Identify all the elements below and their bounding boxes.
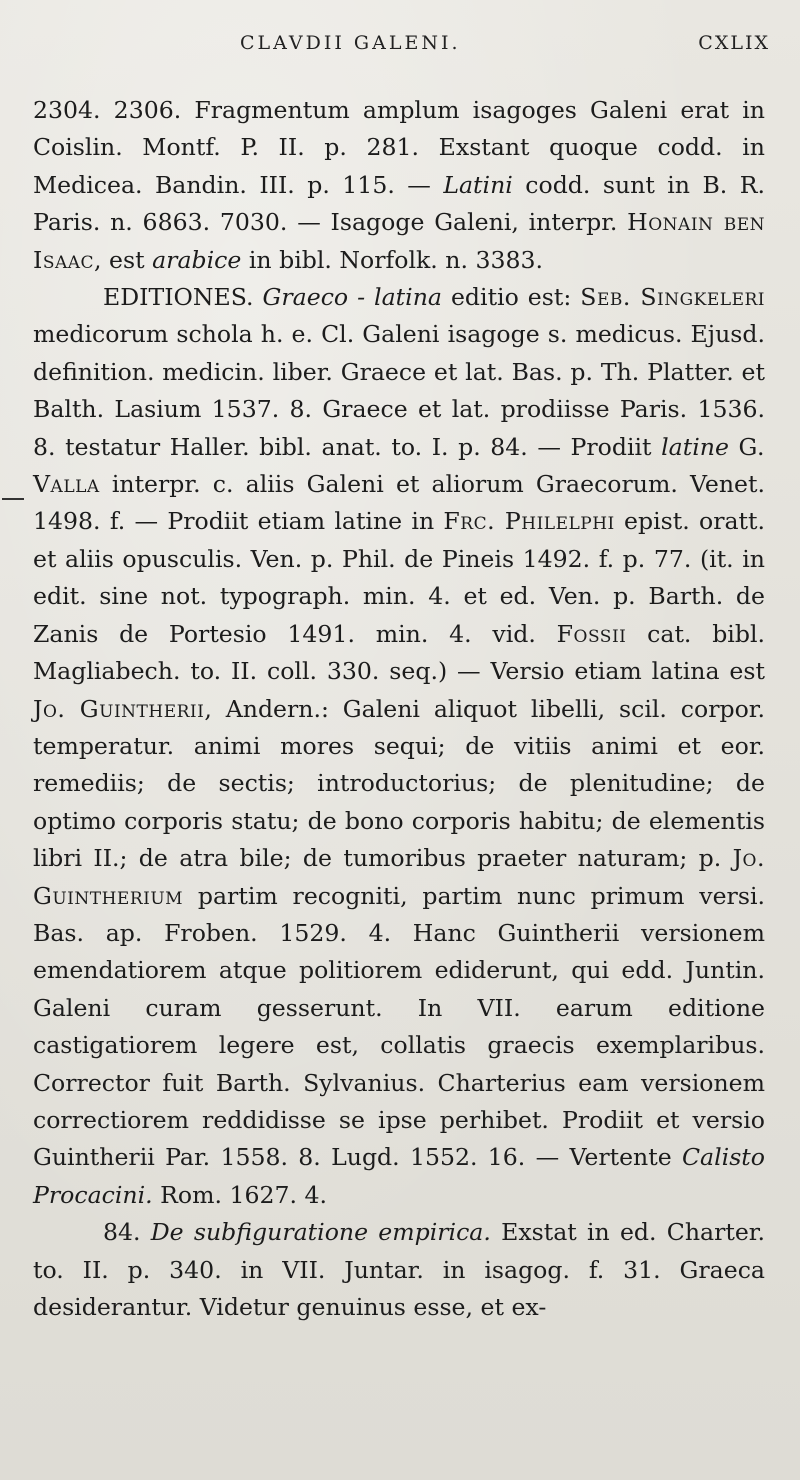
running-header xyxy=(0,32,800,58)
text-run: 2304. 2306. Fragmentum amplum isagoges Galeni erat in Coislin. Montf. P. II. p. 281. Exstant quoque codd. in Medicea. Bandin. III. p. 115. — xyxy=(33,96,765,199)
text-run: medicorum schola h. e. Cl. Galeni isagoge s. medicus. Ejusd. definition. medicin. liber. Graece et lat. Bas. p. Th. Platter. et Balth. Lasium 1537. 8. Graece et lat. prodiisse Paris. 1536. 8. testatur Haller. bibl. anat. to. I. p. 84. — Prodiit xyxy=(33,320,765,461)
margin-mark xyxy=(2,498,24,500)
paragraph-subfiguratione xyxy=(33,1214,765,1326)
italic-run: Graeco - latina xyxy=(262,283,442,312)
smallcaps-name: Fossii xyxy=(556,619,627,648)
text-run: codd. sunt in B. R. Paris. n. 6863. 7030. — Isagoge Galeni, interpr. xyxy=(33,170,765,237)
page-number: CXLIX xyxy=(698,32,770,54)
running-title: CLAVDII GALENI. xyxy=(240,32,461,54)
text-run: EDITIONES. xyxy=(103,283,263,312)
text-run: 84. xyxy=(103,1218,151,1247)
paragraph-codices xyxy=(33,92,765,279)
italic-run: Calisto Procacini. xyxy=(33,1143,765,1209)
text-run: editio est: xyxy=(441,283,581,312)
smallcaps-name: Honain ben Isaac xyxy=(33,208,765,274)
text-run: Rom. 1627. 4. xyxy=(152,1180,328,1209)
italic-run: De subfiguratione empirica. xyxy=(150,1218,491,1247)
italic-run: Latini xyxy=(443,170,513,199)
text-run xyxy=(729,433,739,461)
text-run: , est xyxy=(94,245,153,274)
text-run: partim recogniti, partim nunc primum versi. Bas. ap. Froben. 1529. 4. Hanc Guintherii versionem emendatiorem atque politiorem ediderunt, qui edd. Juntin. Galeni curam gesserunt. In VII. earum editione castigatiorem legere est, collatis graecis exemplaribus. Corrector fuit Barth. Sylvanius. Charterius eam versionem correctiorem reddidisse se ipse perhibet. Prodiit et versio Guintherii Par. 1558. 8. Lugd. 1552. 16. — Vertente xyxy=(33,881,765,1172)
smallcaps-name: Frc. Philelphi xyxy=(443,507,615,536)
page-body xyxy=(33,92,765,1326)
smallcaps-name: Seb. Singkeleri xyxy=(580,283,765,312)
smallcaps-name: Jo. Guintherii xyxy=(33,694,205,723)
text-run: cat. bibl. Magliabech. to. II. coll. 330. seq.) — Versio etiam latina est xyxy=(33,619,765,686)
italic-run: latine xyxy=(661,432,729,461)
italic-run: arabice xyxy=(152,245,242,274)
paragraph-editiones xyxy=(33,279,765,1214)
text-run: , Andern.: Galeni aliquot libelli, scil. corpor. temperatur. animi mores sequi; de vitiis animi et eor. remediis; de sectis; introductorius; de plenitudine; de optimo corporis statu; de bono corporis habitu; de elementis libri II.; de atra bile; de tumoribus praeter naturam; p. xyxy=(33,694,765,873)
text-run: epist. oratt. et aliis opusculis. Ven. p. Phil. de Pineis 1492. f. p. 77. (it. in edit. sine not. typograph. min. 4. et ed. Ven. p. Barth. de Zanis de Portesio 1491. min. 4. vid. xyxy=(33,507,766,648)
text-run: Exstat in ed. Charter. to. II. p. 340. in VII. Juntar. in isagog. f. 31. Graeca desiderantur. Videtur genuinus esse, et ex- xyxy=(33,1218,765,1321)
text-run: in bibl. Norfolk. n. 3383. xyxy=(241,245,544,274)
smallcaps-name: Jo. Guintherium xyxy=(33,844,765,910)
smallcaps-name: G. Valla xyxy=(33,432,766,499)
text-run: interpr. c. aliis Galeni et aliorum Graecorum. Venet. 1498. f. — Prodiit etiam latine in xyxy=(33,470,765,536)
